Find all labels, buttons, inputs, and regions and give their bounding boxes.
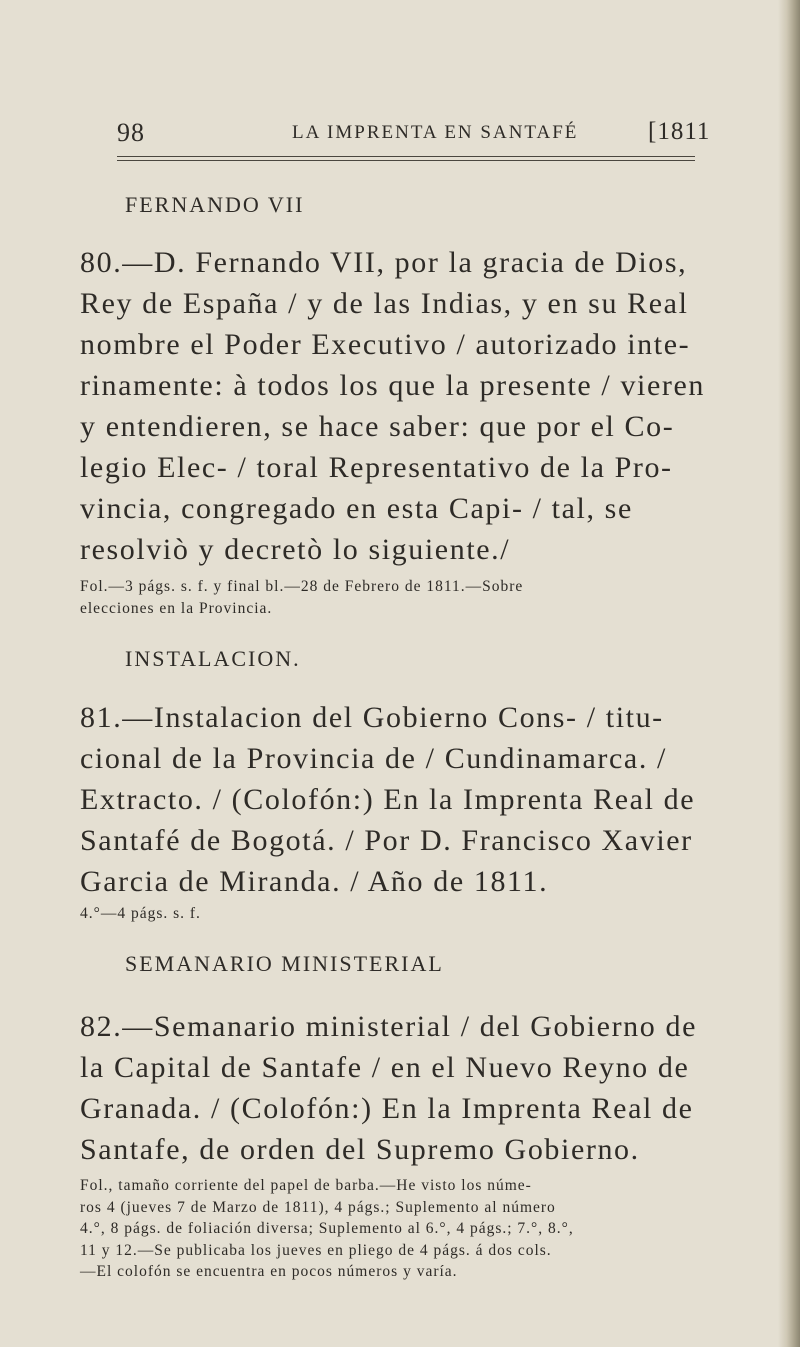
entry-title xyxy=(80,242,740,570)
note-line: ros 4 (jueves 7 de Marzo de 1811), 4 págs.; Suplemento al número xyxy=(80,1198,556,1216)
title-line: resolviò y decretò lo siguiente./ xyxy=(80,533,511,566)
title-line: Santafé de Bogotá. / Por D. Francisco Xavier xyxy=(80,824,693,857)
header-year: [1811 xyxy=(648,118,711,145)
entry-note xyxy=(80,903,740,925)
title-line: rinamente: à todos los que la presente / vieren xyxy=(80,369,706,402)
header-rule xyxy=(117,160,695,161)
note-line: 4.°, 8 págs. de foliación diversa; Suplemento al 6.°, 4 págs.; 7.°, 8.°, xyxy=(80,1220,574,1237)
page-edge-shadow xyxy=(778,0,800,1347)
title-line: nombre el Poder Executivo / autorizado inte- xyxy=(80,328,691,361)
entry-title xyxy=(80,697,740,902)
page-number: 98 xyxy=(117,118,145,147)
title-line: Garcia de Miranda. / Año de 1811. xyxy=(80,865,549,898)
title-line: Granada. / (Colofón:) En la Imprenta Real de xyxy=(80,1092,694,1125)
header-rule xyxy=(117,156,695,157)
entry-heading: FERNANDO VII xyxy=(125,192,305,217)
entry-heading: INSTALACION. xyxy=(125,646,301,671)
title-line: vincia, congregado en esta Capi- / tal, se xyxy=(80,492,633,525)
running-title: LA IMPRENTA EN SANTAFÉ xyxy=(292,122,579,143)
title-line: 81.—Instalacion del Gobierno Cons- / titu- xyxy=(80,701,664,734)
title-line: 80.—D. Fernando VII, por la gracia de Dios, xyxy=(80,246,688,279)
note-line: 4.°—4 págs. s. f. xyxy=(80,905,201,922)
title-line: Extracto. / (Colofón:) En la Imprenta Real de xyxy=(80,783,696,816)
note-line: Fol.—3 págs. s. f. y final bl.—28 de Febrero de 1811.—Sobre xyxy=(80,578,524,595)
title-line: legio Elec- / toral Representativo de la Pro- xyxy=(80,451,673,484)
running-header xyxy=(117,118,767,156)
title-line: y entendieren, se hace saber: que por el Co- xyxy=(80,410,675,443)
title-line: Santafe, de orden del Supremo Gobierno. xyxy=(80,1133,640,1166)
note-line: —El colofón se encuentra en pocos números y varía. xyxy=(80,1263,458,1280)
title-line: cional de la Provincia de / Cundinamarca. / xyxy=(80,742,667,775)
note-line: Fol., tamaño corriente del papel de barba.—He visto los núme- xyxy=(80,1177,532,1194)
entry-note xyxy=(80,576,740,619)
entry-title xyxy=(80,1006,740,1170)
entry-note xyxy=(80,1175,740,1283)
title-line: la Capital de Santafe / en el Nuevo Reyno de xyxy=(80,1051,690,1084)
note-line: elecciones en la Provincia. xyxy=(80,599,273,617)
entry-heading: SEMANARIO MINISTERIAL xyxy=(125,951,444,976)
title-line: 82.—Semanario ministerial / del Gobierno de xyxy=(80,1010,698,1043)
title-line: Rey de España / y de las Indias, y en su Real xyxy=(80,287,689,320)
note-line: 11 y 12.—Se publicaba los jueves en pliego de 4 págs. á dos cols. xyxy=(80,1241,552,1259)
